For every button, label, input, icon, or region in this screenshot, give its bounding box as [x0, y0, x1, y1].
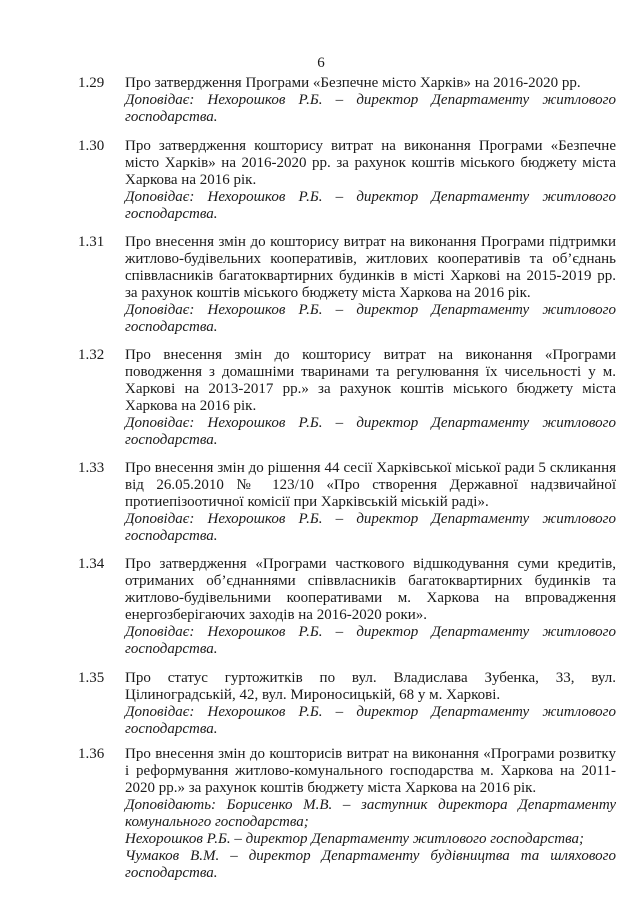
page-number: 6: [317, 55, 325, 71]
item-title: Про статус гуртожитків по вул. Владислава Зубенка, 33, вул. Цілиноградській, 42, вул. Мироносицькій, 68 у м. Харкові.: [125, 670, 616, 703]
item-speaker: Доповідає: Нехорошков Р.Б. – директор Департаменту житлового господарства.: [125, 189, 616, 222]
item-body: [125, 670, 616, 738]
item-body: [125, 460, 616, 545]
item-title: Про внесення змін до кошторису витрат на виконання Програми підтримки житлово-будівельних кооперативів, житлових кооперативів та об’єднань співвласників багатоквартирних будинків в місті Харкові на 2015-2019 рр. за рахунок коштів міського бюджету міста Харкова на 2016 рік.: [125, 234, 616, 301]
item-speaker: Доповідає: Нехорошков Р.Б. – директор Департаменту житлового господарства.: [125, 511, 616, 544]
item-number: 1.29: [78, 75, 105, 91]
item-body: [125, 75, 616, 126]
item-title: Про внесення змін до кошторисів витрат на виконання «Програми розвитку і реформування житлово-комунального господарства м. Харкова на 2011-2020 рр.» за рахунок коштів бюджету міста Харкова на 2016 рік.: [125, 746, 616, 796]
item-speaker: Доповідають: Борисенко М.В. – заступник директора Департаменту комунального господарства;: [125, 797, 616, 830]
item-speaker: Чумаков В.М. – директор Департаменту будівництва та шляхового господарства.: [125, 848, 616, 881]
item-speaker: Нехорошков Р.Б. – директор Департаменту житлового господарства;: [125, 831, 585, 847]
item-body: [125, 138, 616, 223]
item-body: [125, 556, 616, 658]
item-number: 1.32: [78, 347, 105, 363]
item-title: Про затвердження Програми «Безпечне місто Харків» на 2016-2020 рр.: [125, 75, 581, 91]
item-body: [125, 234, 616, 336]
item-number: 1.30: [78, 138, 105, 154]
item-speaker: Доповідає: Нехорошков Р.Б. – директор Департаменту житлового господарства.: [125, 92, 616, 125]
item-number: 1.34: [78, 556, 105, 572]
item-title: Про внесення змін до кошторису витрат на виконання «Програми поводження з домашніми тваринами та регулювання їх чисельності у м. Харкові на 2013-2017 рр.» за рахунок коштів міського бюджету міста Харкова на 2016 рік.: [125, 347, 616, 414]
item-number: 1.33: [78, 460, 105, 476]
item-title: Про внесення змін до рішення 44 сесії Харківської міської ради 5 скликання від 26.05.2010 № 123/10 «Про створення Державної надзвичайної протиепізоотичної комісії при Харківській міській раді».: [125, 460, 616, 510]
item-body: [125, 746, 616, 882]
item-number: 1.35: [78, 670, 105, 686]
item-title: Про затвердження «Програми часткового відшкодування суми кредитів, отриманих об’єднаннями співвласників багатоквартирних будинків та житлово-будівельними кооперативами м. Харкова на впровадження енергозберігаючих заходів на 2016-2020 роки».: [125, 556, 616, 623]
item-title: Про затвердження кошторису витрат на виконання Програми «Безпечне місто Харків» на 2016-2020 рр. за рахунок коштів міського бюджету міста Харкова на 2016 рік.: [125, 138, 616, 188]
item-speaker: Доповідає: Нехорошков Р.Б. – директор Департаменту житлового господарства.: [125, 624, 616, 657]
item-speaker: Доповідає: Нехорошков Р.Б. – директор Департаменту житлового господарства.: [125, 704, 616, 737]
item-speaker: Доповідає: Нехорошков Р.Б. – директор Департаменту житлового господарства.: [125, 415, 616, 448]
item-number: 1.31: [78, 234, 105, 250]
item-body: [125, 347, 616, 449]
item-number: 1.36: [78, 746, 105, 762]
item-speaker: Доповідає: Нехорошков Р.Б. – директор Департаменту житлового господарства.: [125, 302, 616, 335]
